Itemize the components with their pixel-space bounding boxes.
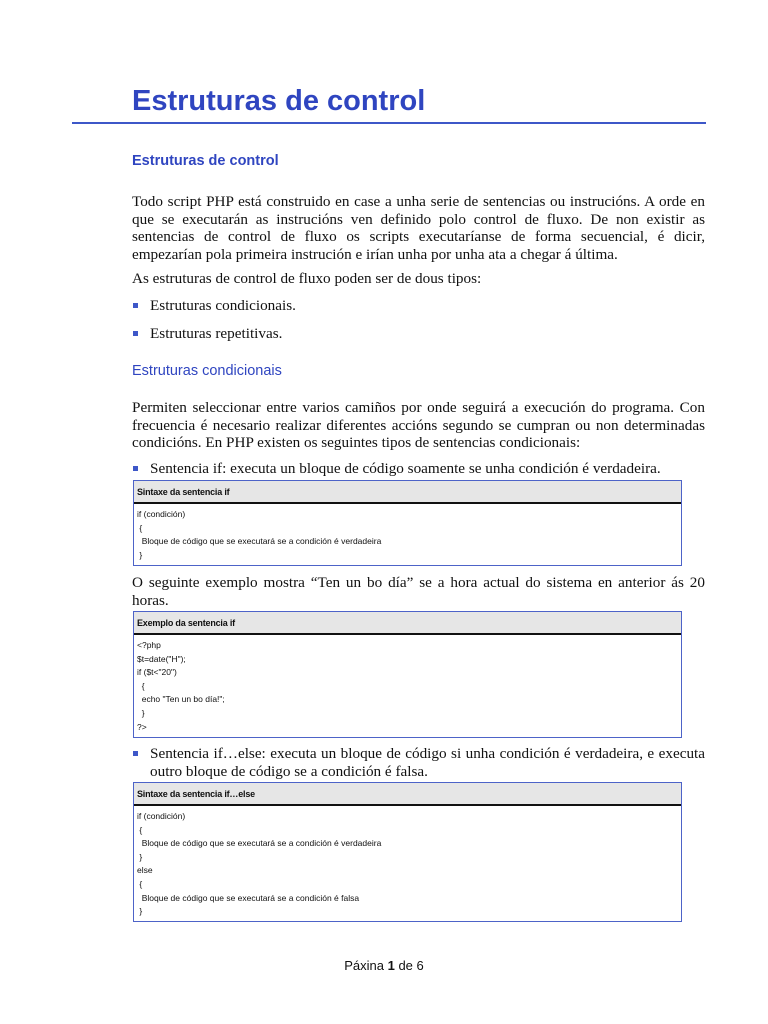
bullet-if-statement bbox=[132, 460, 705, 478]
code-line: { bbox=[137, 680, 145, 691]
types-intro-paragraph: As estruturas de control de fluxo poden ser de dous tipos: bbox=[132, 270, 482, 287]
code-line: if (condición) bbox=[137, 811, 186, 821]
conditional-paragraph: Permiten seleccionar entre varios camiños por onde seguirá a execución do programa. Con frecuencia é necesario realizar diferentes accións segundo se cumpran ou non determinadas condicións. En PHP existen os seguintes tipos de sentencias condicionais: bbox=[132, 399, 705, 452]
page-title: Estruturas de control bbox=[132, 85, 426, 117]
code-box-header: Sintaxe da sentencia if…else bbox=[134, 783, 681, 806]
bullet-if-else-statement bbox=[132, 745, 705, 780]
if-example-box bbox=[133, 611, 682, 738]
bullet-square-icon bbox=[133, 331, 138, 336]
if-else-syntax-box bbox=[133, 782, 682, 922]
bullet-text: Estruturas repetitivas. bbox=[150, 325, 283, 342]
if-syntax-box bbox=[133, 480, 682, 566]
bullet-conditional-structures bbox=[132, 297, 705, 315]
code-line: { bbox=[137, 878, 143, 889]
code-line: } bbox=[137, 906, 143, 917]
footer-prefix: Páxina bbox=[344, 958, 384, 973]
code-line: if ($t<"20") bbox=[137, 667, 177, 678]
title-divider bbox=[72, 122, 706, 124]
code-line: Bloque de código que se executará se a condición é falsa bbox=[137, 892, 360, 903]
bullet-text: Sentencia if…else: executa un bloque de código si unha condición é verdadeira, e executa outro bloque de código se a condición é falsa. bbox=[150, 745, 705, 780]
bullet-square-icon bbox=[133, 751, 138, 756]
code-line: { bbox=[137, 824, 143, 835]
code-block bbox=[134, 806, 681, 919]
code-line: echo "Ten un bo día!"; bbox=[137, 694, 225, 705]
code-line: } bbox=[137, 707, 145, 718]
total-pages: 6 bbox=[416, 958, 424, 973]
code-box-header: Exemplo da sentencia if bbox=[134, 612, 681, 635]
bullet-square-icon bbox=[133, 303, 138, 308]
subsection-heading: Estruturas condicionais bbox=[132, 363, 282, 379]
intro-paragraph: Todo script PHP está construido en case a unha serie de sentencias ou instrucións. A orde en que se executarán as instrucións ven definido polo control de fluxo. De non existir as sentencias de control de fluxo os scripts executaríanse de forma secuencial, é dicir, empezarían pola primeira instrución e irían unha por unha ata a chegar á última. bbox=[132, 193, 705, 263]
code-line: ?> bbox=[137, 721, 147, 732]
code-line: Bloque de código que se executará se a condición é verdadeira bbox=[137, 838, 382, 849]
code-line: } bbox=[137, 549, 143, 560]
code-block bbox=[134, 635, 681, 734]
footer-separator: de bbox=[398, 958, 413, 973]
code-line: } bbox=[137, 851, 143, 862]
page-footer bbox=[0, 958, 768, 973]
code-box-header: Sintaxe da sentencia if bbox=[134, 481, 681, 504]
bullet-text: Sentencia if: executa un bloque de código soamente se unha condición é verdadeira. bbox=[150, 460, 661, 477]
code-block bbox=[134, 504, 681, 562]
code-line: if (condición) bbox=[137, 509, 186, 519]
current-page-number: 1 bbox=[387, 958, 395, 973]
code-line: { bbox=[137, 522, 143, 533]
bullet-square-icon bbox=[133, 466, 138, 471]
code-line: Bloque de código que se executará se a condición é verdadeira bbox=[137, 536, 382, 547]
code-line: $t=date("H"); bbox=[137, 653, 186, 664]
example-paragraph: O seguinte exemplo mostra “Ten un bo día” se a hora actual do sistema en anterior ás 20 horas. bbox=[132, 574, 705, 609]
code-line: <?php bbox=[137, 640, 161, 650]
section-heading: Estruturas de control bbox=[132, 153, 279, 169]
bullet-repetitive-structures bbox=[132, 325, 705, 343]
bullet-text: Estruturas condicionais. bbox=[150, 297, 296, 314]
code-line: else bbox=[137, 865, 153, 876]
